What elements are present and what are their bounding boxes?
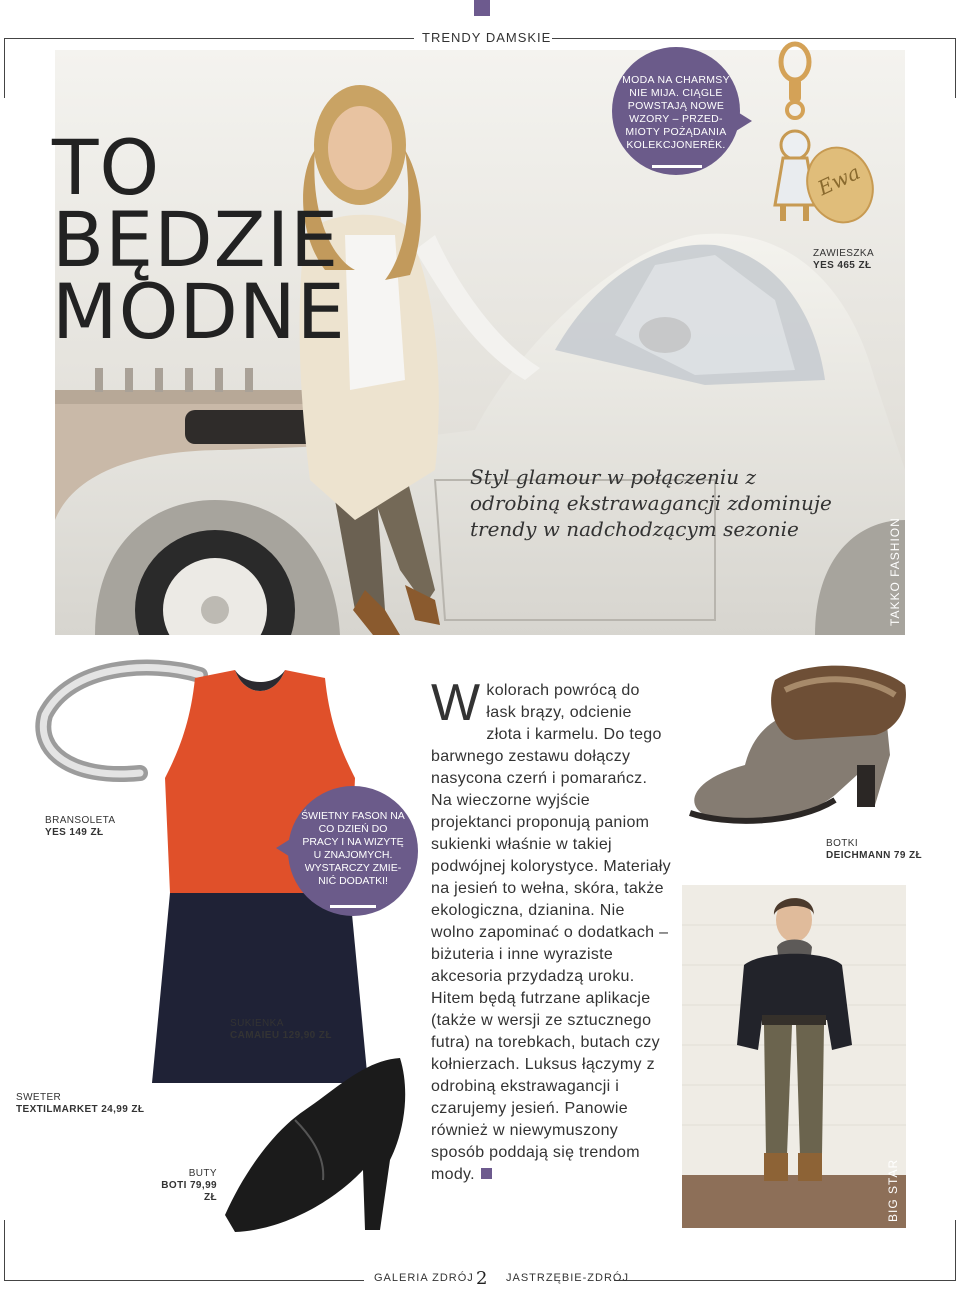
shoes-caption xyxy=(152,1168,217,1204)
section-title: TRENDY DAMSKIE xyxy=(422,30,552,45)
charm-label: ZAWIESZKA xyxy=(813,248,875,259)
boot-icon xyxy=(685,655,910,835)
frame-line-bottom-left xyxy=(4,1280,364,1281)
charm-price: YES 465 ZŁ xyxy=(813,260,872,271)
title-line-1: TO xyxy=(52,123,161,212)
boots-price: DEICHMANN 79 ZŁ xyxy=(826,850,923,861)
charm-icon xyxy=(755,40,875,240)
top-accent-square xyxy=(474,0,490,16)
shoes-price: BOTI 79,99 ZŁ xyxy=(161,1180,217,1203)
bubble-tail xyxy=(276,838,292,858)
title-line-2: BĘDZIE xyxy=(52,195,340,284)
page-number: 2 xyxy=(476,1268,488,1289)
dress-price: CAMAIEU 129,90 ZŁ xyxy=(230,1030,332,1041)
dress-caption xyxy=(230,1018,332,1042)
sweater-price: TEXTILMARKET 24,99 ZŁ xyxy=(16,1104,145,1115)
photo-credit-bottom: BIG STAR xyxy=(886,1158,900,1222)
frame-line-bottom-left-v xyxy=(4,1220,5,1280)
photo-credit-top: TAKKO FASHION xyxy=(888,517,902,626)
quote-bubble-dress xyxy=(288,786,418,916)
ankle-boot-image xyxy=(685,655,910,835)
quote-bubble-charms xyxy=(612,47,740,175)
bracelet-price: YES 149 ZŁ xyxy=(45,827,104,838)
boots-caption xyxy=(826,838,922,862)
shoe-image xyxy=(215,1050,415,1240)
sweater-caption xyxy=(16,1092,144,1116)
man-illustration xyxy=(682,885,906,1228)
frame-line-bottom-right xyxy=(614,1280,956,1281)
charm-caption xyxy=(813,248,874,272)
article-text: kolorach powrócą do łask brązy, odcienie złota i karmelu. Do tego barwnego zestawu dołączy nasycona czerń i pomarańcz. Na wieczorne wyjście projektanci proponują paniom sukienki właśnie w takiej podwójnej kolorystyce. Materiały na jesień to wełna, skóra, także ekologiczna, dzianina. Nie wolno zapominać o dodatkach – biżuteria i inne wyraziste akcesoria przydadzą uroku. Hitem będą futrzane aplikacje (także w wersji ze sztucznego futra) na torebkach, butach czy kołnierzach. Luksus łączymy z odrobiną ekstrawagancji i czarujemy jesień. Panowie również w niewymuszony sposób poddają się trendom mody. xyxy=(431,682,671,1183)
bracelet-label: BRANSOLETA xyxy=(45,815,116,826)
frame-line-right xyxy=(955,38,956,98)
lead-text: Styl glamour w połączeniu z odrobiną ekstrawagancji zdominuje trendy w nadchodzącym sezonie xyxy=(470,465,832,541)
menswear-photo xyxy=(682,885,906,1228)
footer-right: JASTRZĘBIE-ZDRÓJ xyxy=(506,1272,629,1284)
title-line-3: MODNE xyxy=(52,267,346,356)
frame-line-bottom-right-v xyxy=(955,1220,956,1280)
shoe-icon xyxy=(215,1050,415,1240)
frame-line-top-left xyxy=(4,38,414,39)
dress-label: SUKIENKA xyxy=(230,1018,284,1029)
frame-line-left xyxy=(4,38,5,98)
page-title xyxy=(52,123,346,356)
charm-engraving: Ewa xyxy=(813,159,864,201)
article-end-square xyxy=(481,1168,492,1179)
frame-line-top-right xyxy=(552,38,956,39)
sweater-label: SWETER xyxy=(16,1092,62,1103)
article-dropcap: W xyxy=(431,674,481,732)
bubble-underline xyxy=(652,165,702,168)
bubble-text: ŚWIETNY FASON NA CO DZIEŃ DO PRACY I NA WIZYTĘ U ZNAJOMYCH. WYSTARCZY ZMIE-NIĆ DODATKI! xyxy=(301,810,405,887)
bracelet-caption xyxy=(45,815,116,839)
boots-label: BOTKI xyxy=(826,838,859,849)
article-body xyxy=(431,674,671,1186)
charm-pendant-image xyxy=(755,40,875,240)
bubble-text: MODA NA CHARMSY NIE MIJA. CIĄGLE POWSTAJĄ NOWE WZORY – PRZED-MIOTY POŻĄDANIA KOLEKCJONERÉK. xyxy=(622,74,730,151)
bubble-tail xyxy=(736,111,752,131)
footer-left: GALERIA ZDRÓJ xyxy=(374,1272,474,1284)
shoes-label: BUTY xyxy=(188,1168,217,1179)
bubble-underline xyxy=(330,905,376,908)
